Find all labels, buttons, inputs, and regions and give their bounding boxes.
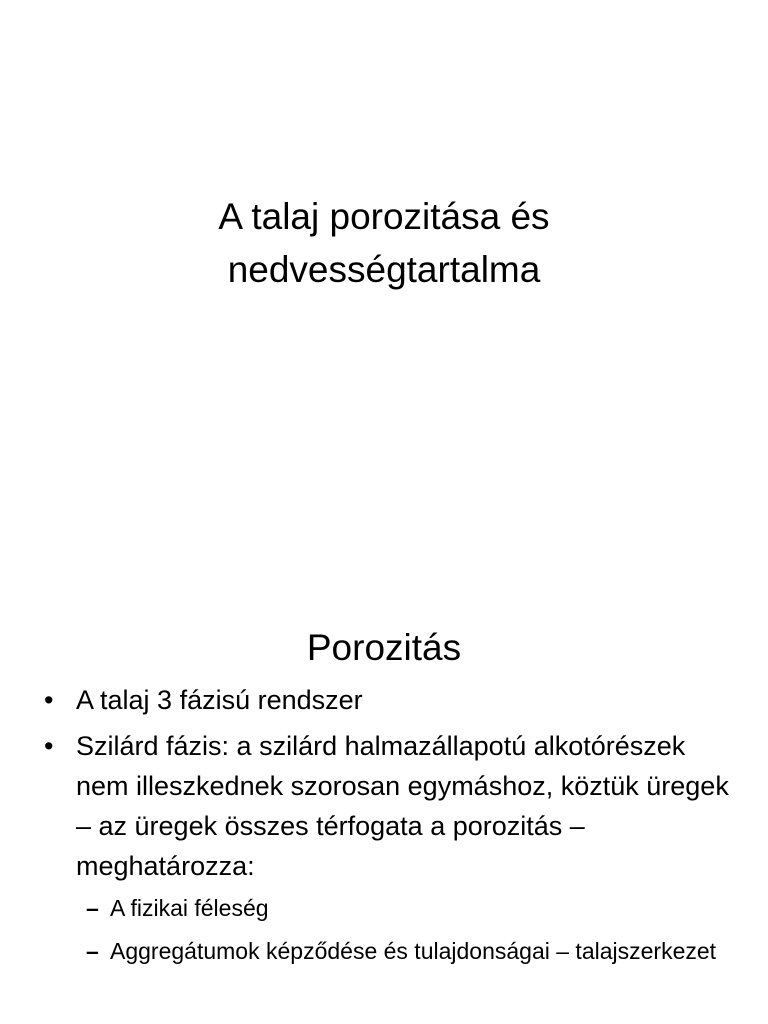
sub-bullet-list <box>86 892 734 968</box>
bullet-item-2 <box>44 726 734 886</box>
slide-heading: Porozitás <box>306 627 462 668</box>
bullet-list <box>44 680 734 978</box>
bullet-marker: • <box>44 685 54 715</box>
slide-title-line-1: A talaj porozitása és <box>218 196 550 237</box>
bullet-text: Szilárd fázis: a szilárd halmazállapotú alkotórészek nem illeszkednek szorosan egymáshoz, köztük üregek – az üregek összes térfogata a porozitás – meghatározza: <box>76 731 729 881</box>
slide-title <box>0 190 768 296</box>
slide-title-line-2: nedvességtartalma <box>227 249 541 290</box>
sub-bullet-marker: – <box>86 938 99 964</box>
bullet-text: A talaj 3 fázisú rendszer <box>76 685 363 715</box>
bullet-item-1 <box>44 680 734 720</box>
sub-bullet-text: Aggregátumok képződése és tulajdonságai – talajszerkezet <box>110 938 717 964</box>
sub-bullet-marker: – <box>86 895 99 921</box>
slide-porozitas <box>0 512 768 1024</box>
sub-bullet-item-1 <box>86 892 734 925</box>
sub-bullet-item-2 <box>86 935 734 968</box>
sub-bullet-text: A fizikai féleség <box>110 895 269 921</box>
bullet-marker: • <box>44 731 54 761</box>
